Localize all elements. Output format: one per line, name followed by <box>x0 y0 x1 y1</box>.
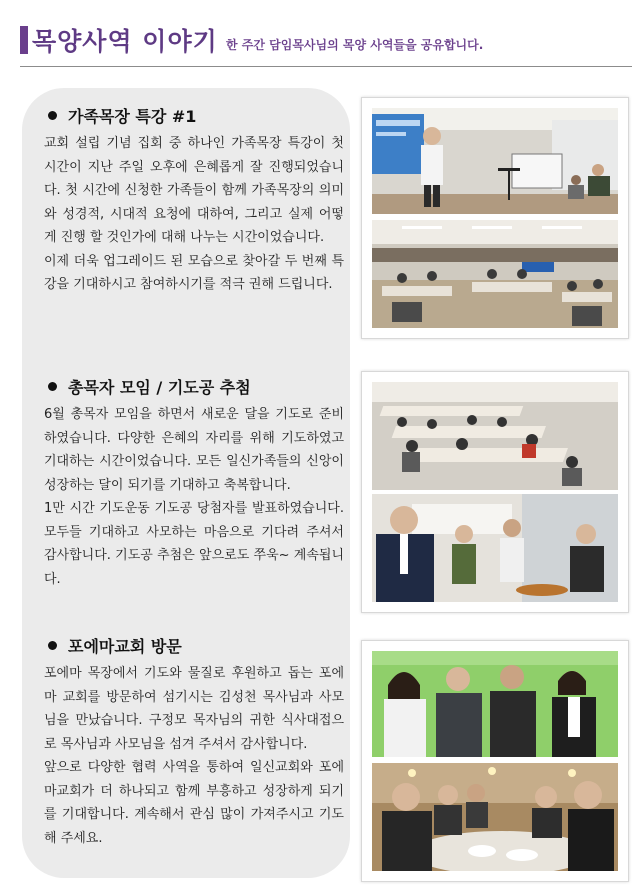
section-title <box>44 634 344 656</box>
paragraph: 6월 총목자 모임을 하면서 새로운 달을 기도로 준비하였습니다. 다양한 은혜의 자리를 위해 기도하였고 기대하는 시간이었습니다. 모든 일신가족들의 신앙이 성장하는 달이 되기를 기대하고 축복합니다. <box>44 407 344 493</box>
section-title-text: 가족목장 특강 #1 <box>68 106 197 126</box>
lecture-audience-photo <box>372 220 618 328</box>
photo-box-meeting <box>361 371 629 613</box>
photo-box-poema <box>361 640 629 882</box>
photo-box-lecture <box>361 97 629 339</box>
paragraph: 포에마 목장에서 기도와 물질로 후원하고 돕는 포에마 교회를 방문하여 섬기시는 김성천 목사님과 사모님을 만났습니다. 구정모 목자님의 귀한 식사대접으로 목사님과 사모님을 섬겨 주셔서 감사합니다. <box>44 666 344 752</box>
section-body <box>44 403 344 591</box>
bullet-icon <box>48 111 57 120</box>
section-poema-visit <box>44 634 344 850</box>
prayer-draw-photo <box>372 494 618 602</box>
page-subtitle: 한 주간 담임목사님의 목양 사역들을 공유합니다. <box>226 38 484 52</box>
section-title <box>44 375 344 397</box>
page-header <box>0 0 633 66</box>
section-title-text: 총목자 모임 / 기도공 추첨 <box>68 377 251 397</box>
section-family-lecture <box>44 104 344 297</box>
poema-meal-photo <box>372 763 618 871</box>
bullet-icon <box>48 382 57 391</box>
poema-group-photo <box>372 651 618 757</box>
section-body <box>44 662 344 850</box>
paragraph: 1만 시간 기도운동 기도공 당첨자를 발표하였습니다. 모두들 기대하고 사모하는 마음으로 기다려 주셔서 감사합니다. 기도공 추첨은 앞으로도 쭈욱~ 계속됩니다. <box>44 501 344 587</box>
section-leaders-meeting <box>44 375 344 591</box>
header-divider <box>20 66 632 67</box>
bullet-icon <box>48 641 57 650</box>
paragraph: 교회 설립 기념 집회 중 하나인 가족목장 특강이 첫 시간이 지난 주일 오후에 은혜롭게 잘 진행되었습니다. 첫 시간에 신청한 가족들이 함께 가족목장의 의미와 성경적, 시대적 요청에 대하여, 그리고 실제 어떻게 진행 할 것인가에 대해 나누는 시간이었습니다. <box>44 136 344 245</box>
section-title <box>44 104 344 126</box>
section-title-text: 포에마교회 방문 <box>68 636 182 656</box>
leaders-meeting-photo <box>372 382 618 490</box>
lecture-speaker-photo <box>372 108 618 214</box>
header-accent-bar <box>20 26 28 54</box>
paragraph: 앞으로 다양한 협력 사역을 통하여 일신교회와 포에마교회가 더 하나되고 함께 부흥하고 성장하게 되기를 기대합니다. 계속해서 관심 많이 가져주시고 기도해 주세요. <box>44 760 344 846</box>
paragraph: 이제 더욱 업그레이드 된 모습으로 찾아갈 두 번째 특강을 기대하시고 참여하시기를 적극 권해 드립니다. <box>44 253 344 292</box>
page-title: 목양사역 이야기 <box>32 27 218 56</box>
section-body <box>44 132 344 297</box>
